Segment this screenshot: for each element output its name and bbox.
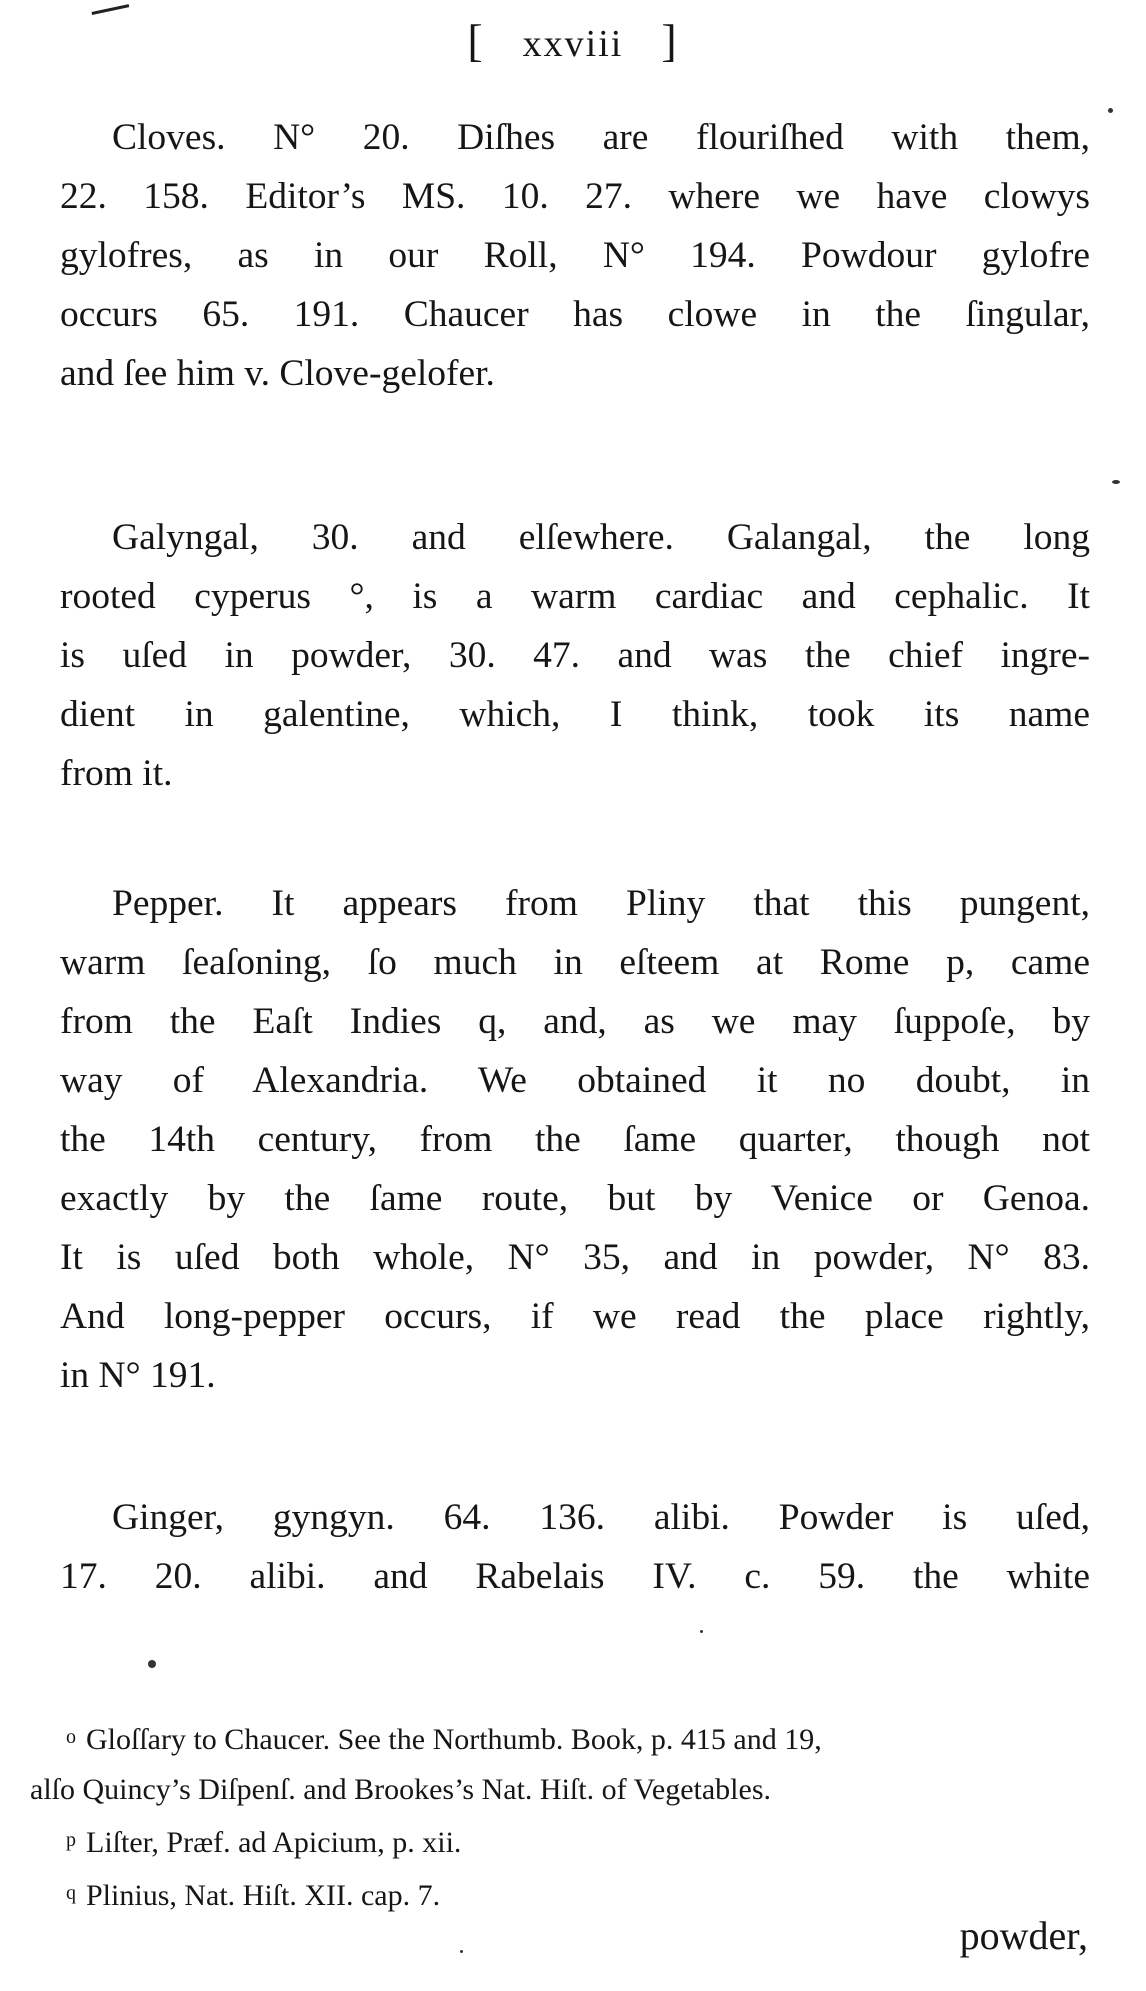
text-line: warm ſeaſoning, ſo much in eſteem at Rome p, came [60,942,1090,983]
right-bracket: ] [661,15,679,66]
paragraph-cloves [60,108,1090,403]
footnote-o-continued: alſo Quincy’s Diſpenſ. and Brookes’s Nat. Hiſt. of Vegetables. [30,1773,771,1806]
footnote-text: Liſter, Præf. ad Apicium, p. xii. [86,1826,462,1859]
footnote-text: Plinius, Nat. Hiſt. XII. cap. 7. [86,1879,441,1912]
page-number: xxviii [522,23,624,65]
footnote-mark: q [66,1882,76,1904]
text-line: Galyngal, 30. and elſewhere. Galangal, the long [112,517,1090,558]
text-line: exactly by the ſame route, but by Venice or Genoa. [60,1178,1090,1219]
text-line: Cloves. N° 20. Diſhes are flouriſhed with them, [112,117,1090,158]
page-header [0,14,1146,67]
paragraph-galyngal [60,508,1090,803]
text-line: 17. 20. alibi. and Rabelais IV. c. 59. the white [60,1556,1090,1597]
text-line: 22. 158. Editor’s MS. 10. 27. where we have clowys [60,176,1090,217]
text-line: Ginger, gyngyn. 64. 136. alibi. Powder is uſed, [112,1497,1090,1538]
text-line: dient in galentine, which, I think, took its name [60,694,1090,735]
footnote-o [30,1712,1090,1765]
scan-speck [148,1660,156,1668]
text-line: in N° 191. [60,1355,216,1396]
footnote-mark: p [66,1829,76,1851]
footnote-mark: o [66,1726,76,1748]
text-line: is uſed in powder, 30. 47. and was the chief ingre- [60,635,1090,676]
scan-speck [1108,108,1113,113]
left-bracket: [ [467,15,485,66]
paragraph-pepper [60,874,1090,1405]
scan-speck [1112,480,1120,484]
text-line: way of Alexandria. We obtained it no doubt, in [60,1060,1090,1101]
text-line: It is uſed both whole, N° 35, and in powder, N° 83. [60,1237,1090,1278]
scan-speck [460,1950,463,1953]
footnote-text: Gloſſary to Chaucer. See the Northumb. Book, p. 415 and 19, [86,1723,822,1756]
text-line: And long-pepper occurs, if we read the place rightly, [60,1296,1090,1337]
text-line: gylofres, as in our Roll, N° 194. Powdour gylofre [60,235,1090,276]
footnotes [30,1712,1090,1921]
text-line: and ſee him v. Clove-gelofer. [60,353,495,394]
scan-speck [700,1630,703,1633]
text-line: occurs 65. 191. Chaucer has clowe in the ſingular, [60,294,1090,335]
text-line: rooted cyperus °, is a warm cardiac and cephalic. It [60,576,1090,617]
text-line: from it. [60,753,173,794]
text-line: the 14th century, from the ſame quarter, though not [60,1119,1090,1160]
text-line: from the Eaſt Indies q, and, as we may ſuppoſe, by [60,1001,1090,1042]
footnote-q [30,1868,1090,1921]
text-line: Pepper. It appears from Pliny that this pungent, [112,883,1090,924]
footnote-p [30,1815,1090,1868]
catchword: powder, [959,1913,1088,1958]
paragraph-ginger [60,1488,1090,1606]
